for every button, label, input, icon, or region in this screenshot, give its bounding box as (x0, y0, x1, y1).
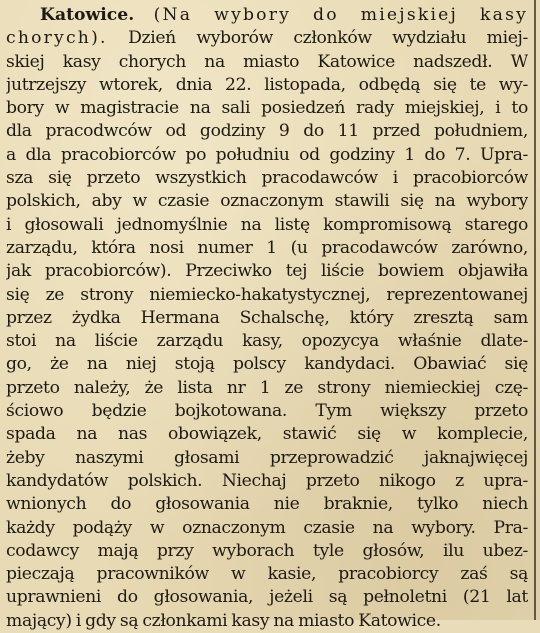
article-line: sza się przeto wszystkich pracodawców i pracobiorców (6, 168, 528, 189)
article-line: jutrzejszy wtorek, dnia 22. listopada, odbędą się te wy- (6, 74, 528, 95)
article-line: skiej kasy chorych na miasto Katowice nadszedł. W (6, 51, 528, 72)
article-line-last: mający) i gdy są członkami kasy na miasto Katowice. (6, 610, 441, 631)
article-line: pieczają pracowników w kasie, pracobiorcy zaś są (6, 564, 528, 585)
article-line: przez żydka Hermana Schalschę, który zresztą sam (6, 307, 528, 328)
article-line: spada na nas obowiązek, stawić się w komplecie, (6, 424, 528, 445)
article-lead-spaced-cont: chorych). (6, 28, 108, 49)
article-line: każdy podąży w oznaczonym czasie na wybory. Pra- (6, 517, 528, 538)
article-line: wnionych do głosowania nie braknie, tylko niech (6, 494, 528, 515)
article-line: jak pracobiorców). Przeciwko tej liście bowiem objawiła (6, 261, 528, 282)
article-line: stoi na liście zarządu kasy, opozycya właśnie dlate- (6, 331, 528, 352)
article-headline: Katowice. (40, 5, 135, 25)
article-line: dla pracodwców od godziny 9 do 11 przed południem, (6, 121, 528, 142)
article-line: się ze strony niemiecko-hakatystycznej, reprezentowanej (6, 284, 528, 305)
article-line: uprawnieni do głosowania, jeżeli są pełnoletni (21 lat (6, 587, 528, 608)
article-line-1 (6, 4, 528, 27)
article-line-2 (6, 27, 528, 50)
article-line: zarządu, która nosi numer 1 (u pracodawców zarówno, (6, 237, 528, 258)
article-line: codawcy mają przy wyborach tyle głosów, ilu ubez- (6, 540, 528, 561)
article-line: kandydatów polskich. Niechaj przeto nikogo z upra- (6, 470, 528, 491)
article-text: Dzień wyborów członków wydziału miej- (107, 28, 528, 49)
article-line: bory w magistracie na sali posiedzeń rady miejskiej, i to (6, 98, 528, 119)
article-line: żeby naszymi głosami przeprowadzić jaknajwięcej (6, 447, 528, 468)
article-line: przeto należy, że lista nr 1 ze strony niemieckiej czę- (6, 377, 528, 398)
article-lead-spaced: (Na wybory do miejskiej kasy (153, 5, 528, 25)
article-line: i głosowali jednomyślnie na listę kompromisową starego (6, 214, 528, 235)
article-line: ściowo będzie bojkotowana. Tym większy przeto (6, 401, 528, 422)
column-rule (534, 0, 536, 620)
article-line: go, że na niej stoją polscy kandydaci. Obawiać się (6, 354, 528, 375)
article-line: polskich, aby w czasie oznaczonym stawili się na wybory (6, 191, 528, 212)
article-line: a dla pracobiorców po południu od godziny 1 do 7. Upra- (6, 144, 528, 165)
news-article (6, 4, 528, 633)
